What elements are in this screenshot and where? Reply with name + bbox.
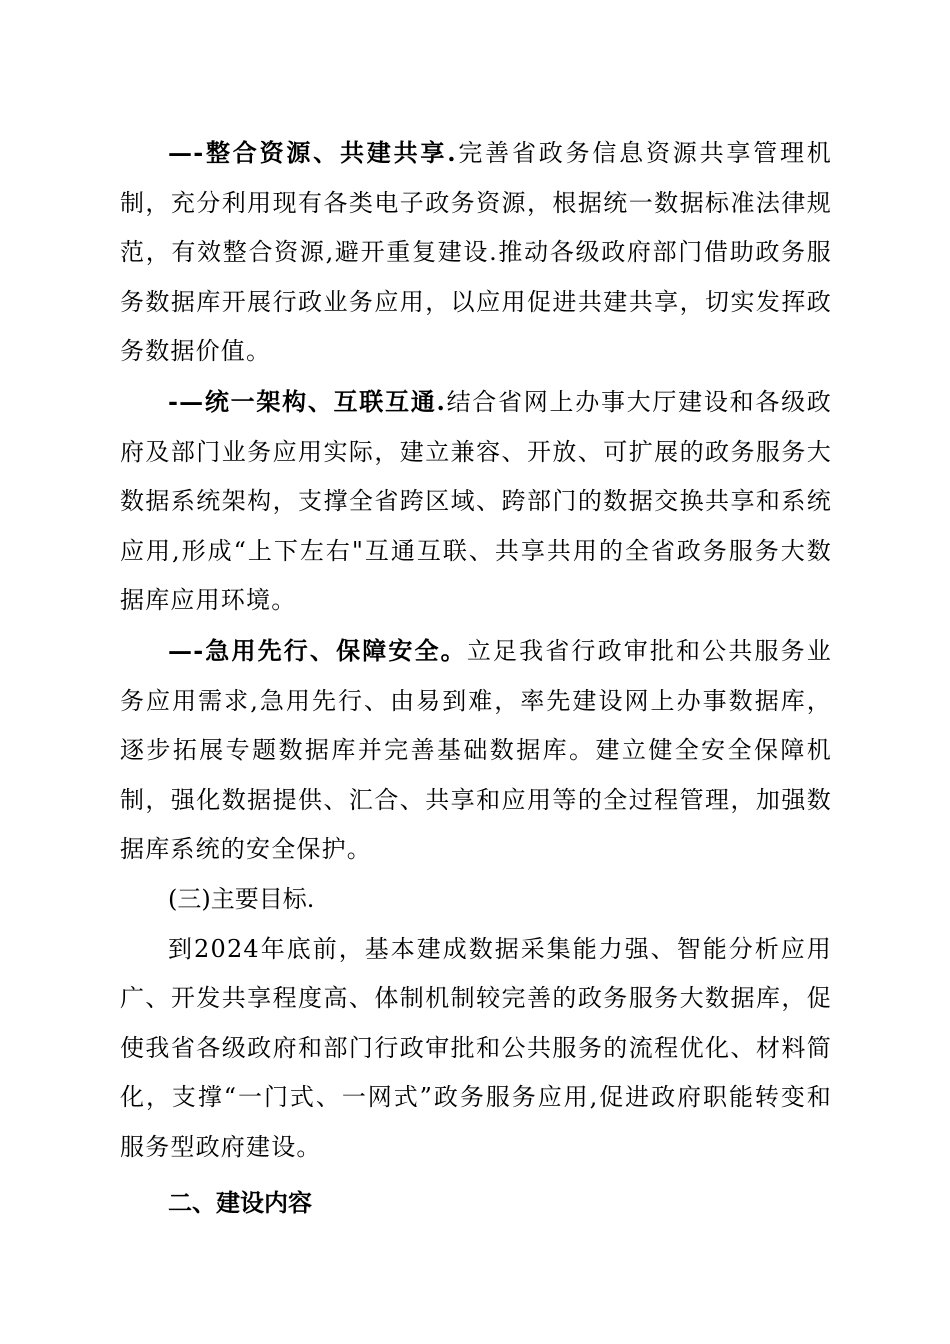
principle-title-1: —-整合资源、共建共享.	[168, 138, 457, 167]
principle-body-1: 完善省政务信息资源共享管理机制，充分利用现有各类电子政务资源，根据统一数据标准法律规范，有效整合资源,避开重复建设.推动各级政府部门借助政务服务数据库开展行政业务应用，以应用促进共建共享，切实发挥政务数据价值。	[120, 139, 832, 366]
goal-paragraph: 到2024年底前，基本建成数据采集能力强、智能分析应用广、开发共享程度高、体制机制较完善的政务服务大数据库，促使我省各级政府和部门行政审批和公共服务的流程优化、材料简化，支撑“一门式、一网式”政务服务应用,促进政府职能转变和服务型政府建设。	[120, 934, 832, 1161]
principle-title-2: -—统一架构、互联互通.	[168, 386, 447, 416]
principle-body-2: 结合省网上办事大厅建设和各级政府及部门业务应用实际，建立兼容、开放、可扩展的政务服务大数据系统架构，支撑全省跨区域、跨部门的数据交换共享和系统应用,形成“上下左右"互通互联、共享共用的全省政务服务大数据库应用环境。	[120, 387, 832, 615]
principle-body-3: 立足我省行政审批和公共服务业务应用需求,急用先行、由易到难，率先建设网上办事数据库，逐步拓展专题数据库并完善基础数据库。建立健全安全保障机制，强化数据提供、汇合、共享和应用等的全过程管理，加强数据库系统的安全保护。	[120, 636, 832, 864]
document-page	[120, 128, 832, 1228]
section-heading: 二、建设内容	[168, 1188, 312, 1218]
principle-title-3: —-急用先行、保障安全。	[168, 635, 467, 665]
principle-paragraph-3	[120, 626, 832, 875]
subheading-main-goals: (三)主要目标.	[168, 884, 315, 913]
principle-paragraph-1	[120, 128, 832, 377]
principle-paragraph-2	[120, 377, 832, 626]
